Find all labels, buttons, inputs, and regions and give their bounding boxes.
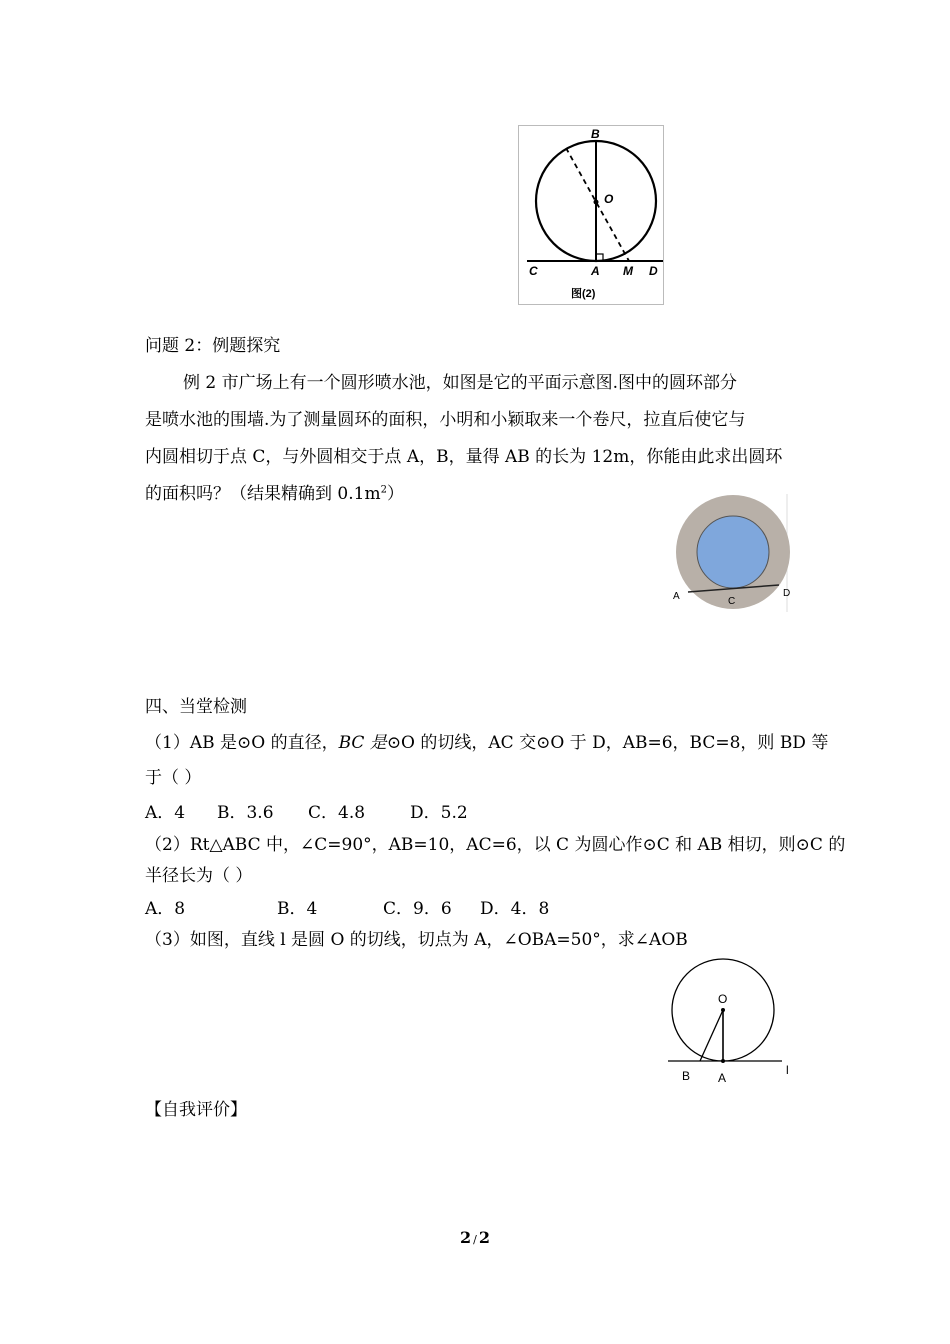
- figure-tangent-circle: [518, 125, 664, 305]
- figure-tangent-line-svg: [662, 958, 804, 1086]
- q1-text-a: （1）AB 是⊙O 的直径，: [145, 733, 339, 753]
- q1-text-italic: BC 是: [338, 733, 387, 753]
- q2-option-b: B．4: [277, 899, 318, 919]
- figure-caption: 图(2): [571, 288, 596, 300]
- figure-tangent-line: [662, 958, 804, 1086]
- q2-option-c: C．9．6: [383, 899, 452, 919]
- example-line-3: 内圆相切于点 C，与外圆相交于点 A，B，量得 AB 的长为 12m，你能由此求出圆环: [145, 447, 783, 467]
- page-total: 2: [478, 1228, 490, 1247]
- label-o: O: [718, 992, 728, 1006]
- label-c: C: [728, 596, 736, 607]
- example-line-2: 是喷水池的围墙.为了测量圆环的面积，小明和小颖取来一个卷尺，拉直后使它与: [145, 410, 746, 430]
- section2-heading: 问题 2：例题探究: [145, 336, 281, 356]
- dashed-chord: [566, 148, 629, 261]
- superscript-2: 2: [380, 484, 387, 496]
- point-o: [721, 1008, 725, 1012]
- q2-line-2: 半径长为（ ）: [145, 866, 253, 886]
- page-separator: /: [473, 1233, 477, 1246]
- point-a: [721, 1059, 725, 1063]
- label-a: A: [673, 591, 680, 602]
- label-a: A: [718, 1071, 727, 1085]
- figure-annulus-svg: [666, 494, 796, 612]
- q1-line-2: 于（ ）: [145, 768, 202, 788]
- q1-option-d: D．5.2: [410, 803, 468, 823]
- example-line-4-text: 的面积吗？（结果精确到 0.1m: [145, 484, 381, 504]
- q1-option-c: C．4.8: [308, 803, 366, 823]
- q3-line: （3）如图，直线 l 是圆 O 的切线，切点为 A，∠OBA=50°，求∠AOB: [145, 930, 688, 950]
- q2-option-a: A．8: [145, 899, 186, 919]
- q1-line-1: [145, 731, 828, 755]
- label-o: O: [604, 192, 614, 206]
- label-b: B: [682, 1069, 691, 1083]
- page-current: 2: [460, 1228, 472, 1247]
- self-evaluation-heading: 【自我评价】: [145, 1100, 247, 1120]
- q1-text-b: ⊙O 的切线，AC 交⊙O 于 D，AB=6，BC=8，则 BD 等: [386, 733, 829, 753]
- page-number: [0, 1228, 950, 1247]
- label-m: M: [623, 264, 633, 278]
- example-line-1: 例 2 市广场上有一个圆形喷水池，如图是它的平面示意图.图中的圆环部分: [183, 373, 738, 393]
- center-point: [594, 200, 599, 205]
- segment-ob: [700, 1010, 723, 1061]
- label-a: A: [591, 264, 600, 278]
- label-d: D: [783, 588, 791, 599]
- example-line-4: [145, 482, 404, 506]
- label-d: D: [649, 264, 658, 278]
- example-line-4-close: ）: [386, 484, 404, 504]
- q2-line-1: （2）Rt△ABC 中，∠C=90°，AB=10，AC=6，以 C 为圆心作⊙C 和 AB 相切，则⊙C 的: [145, 835, 846, 855]
- label-c: C: [529, 264, 538, 278]
- label-b: B: [591, 127, 600, 141]
- figure-tangent-circle-svg: [519, 126, 663, 304]
- q1-option-a: A．4: [145, 803, 186, 823]
- inner-circle: [697, 516, 769, 588]
- section4-heading: 四、当堂检测: [145, 697, 247, 717]
- label-l: l: [786, 1063, 789, 1077]
- figure-annulus: [666, 494, 796, 612]
- q1-option-b: B．3.6: [217, 803, 274, 823]
- q2-option-d: D．4．8: [480, 899, 550, 919]
